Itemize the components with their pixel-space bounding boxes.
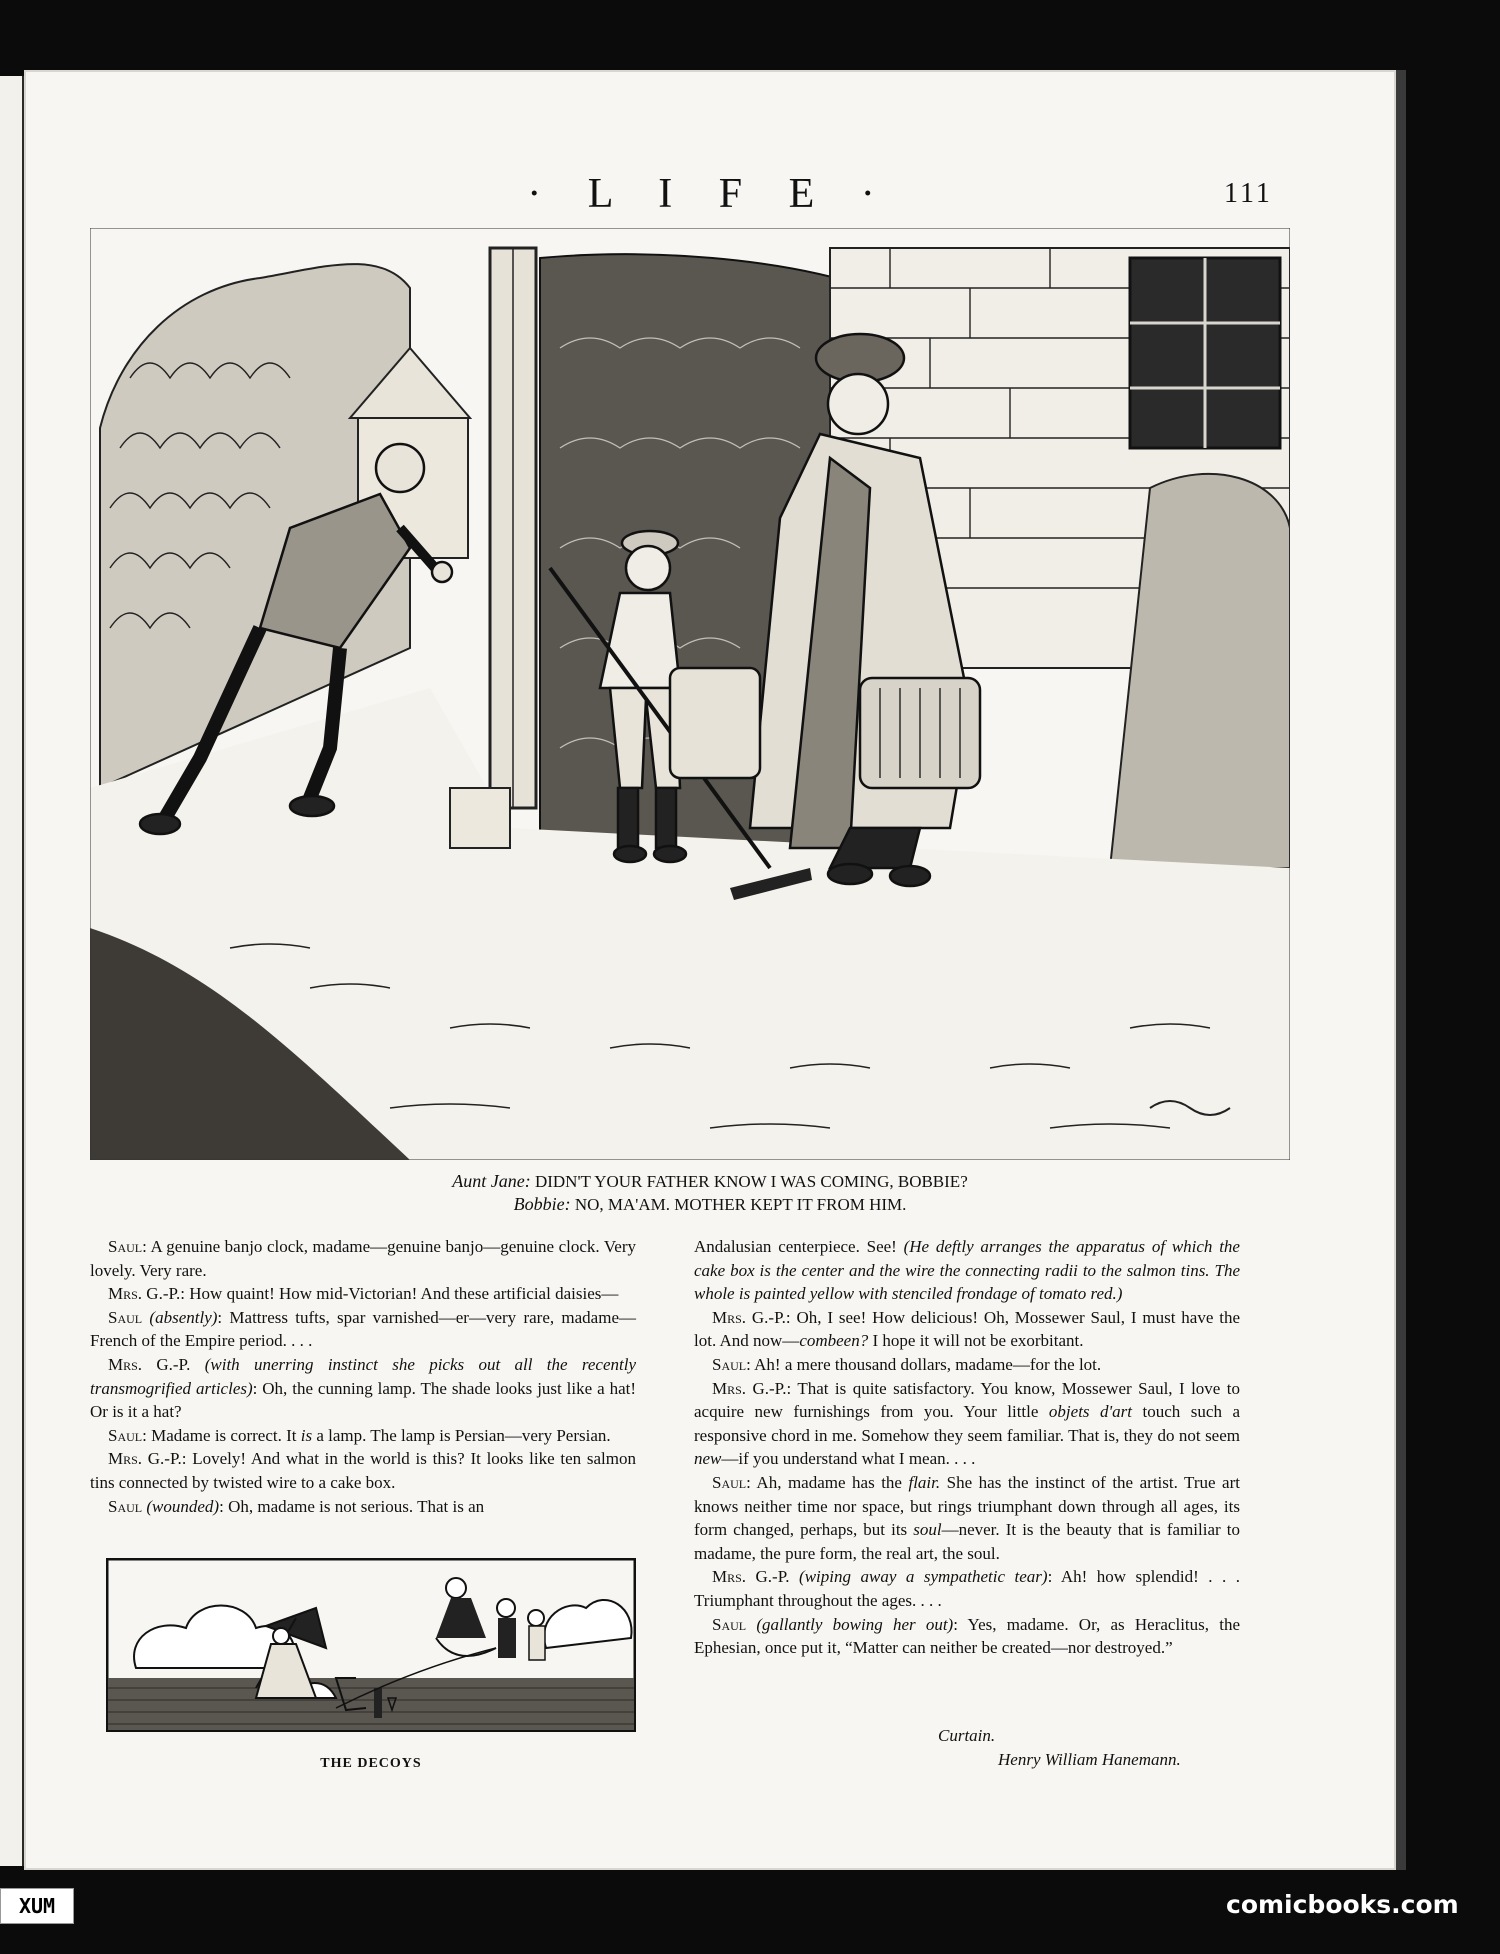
speaker-name: Saul:: [712, 1472, 751, 1492]
caption-text-2: NO, MA'AM. MOTHER KEPT IT FROM HIM.: [574, 1195, 907, 1214]
page-edge-shadow: [1396, 70, 1406, 1870]
stage-direction: (wounded): [146, 1496, 220, 1516]
dialogue-text: a lamp. The lamp is Persian—very Persian.: [312, 1425, 611, 1445]
speaker-name: Saul: [108, 1307, 143, 1327]
page-number: 111: [1224, 178, 1273, 209]
masthead-title: · L I F E ·: [527, 171, 893, 217]
paragraph: [694, 1235, 1240, 1306]
dialogue-text: Oh, I see! How delicious! Oh, Mossewer Saul, I must have the lot. And now—: [694, 1307, 1241, 1351]
emphasis: new: [694, 1449, 722, 1469]
article-column-right: [694, 1235, 1240, 1660]
paragraph: [694, 1613, 1240, 1660]
dialogue-text: —if you understand what I mean. . . .: [721, 1449, 976, 1469]
dialogue-text: How quaint! How mid-Victorian! And these artificial daisies—: [185, 1284, 619, 1304]
dialogue-text: Ah, madame has the: [750, 1472, 909, 1492]
scan-edge-label: XUM: [0, 1888, 74, 1924]
paragraph: [90, 1306, 636, 1353]
speaker-name: Saul: [712, 1614, 747, 1634]
paragraph: [90, 1353, 636, 1424]
caption-line-2: [24, 1193, 1396, 1216]
caption-text-1: DIDN'T YOUR FATHER KNOW I WAS COMING, BOBBIE?: [534, 1172, 968, 1191]
paragraph: [694, 1471, 1240, 1565]
paragraph: [694, 1306, 1240, 1353]
paragraph: [694, 1377, 1240, 1471]
dialogue-text: A genuine banjo clock, madame—genuine banjo—genuine clock. Very lovely. Very rare.: [90, 1237, 636, 1280]
emphasis: flair.: [908, 1472, 941, 1492]
dialogue-text: Madame is correct. It: [146, 1425, 301, 1445]
speaker-name: Mrs. G.-P.:: [712, 1307, 791, 1327]
emphasis: is: [300, 1425, 313, 1445]
dialogue-text: —never. It is the beauty that is familiar to madame, the pure form, the real art, the soul.: [694, 1520, 1240, 1563]
dialogue-text: Lovely! And what in the world is this? It looks like ten salmon tins connected by twisted wire to a cake box.: [90, 1449, 636, 1492]
dialogue-text: Ah! a mere thousand dollars, madame—for the lot.: [750, 1354, 1102, 1374]
speaker-name: Saul: [108, 1496, 143, 1516]
stage-direction: (He deftly arranges the apparatus of which the cake box is the center and the wire the connecting radii to the salmon tins. The whole is painted yellow with stenciled frondage of tomato red.): [694, 1237, 1240, 1304]
curtain-line: Curtain.: [938, 1726, 996, 1745]
speaker-name: Mrs. G.-P.: [712, 1567, 790, 1587]
dialogue-text: : Yes, madame. Or, as Heraclitus, the Ephesian, once put it, “Matter can neither be created—nor destroyed.”: [694, 1614, 1240, 1658]
speaker-name: Saul:: [108, 1425, 147, 1445]
speaker-name: Mrs. G.-P.: [108, 1354, 191, 1374]
dialogue-text: I hope it will not be exorbitant.: [868, 1331, 1084, 1351]
dialogue-text: : Ah! how splendid! . . . Triumphant throughout the ages. . . .: [694, 1567, 1241, 1610]
dialogue-text: That is quite satisfactory. You know, Mossewer Saul, I love to acquire new furnishings from you. Your little: [694, 1378, 1240, 1422]
decoys-illustration: [106, 1558, 636, 1732]
dialogue-text: : Oh, madame is not serious. That is an: [219, 1496, 485, 1516]
stage-direction: (with unerring instinct she picks out all the recently transmogrified articles): [90, 1354, 636, 1398]
cartoon-caption: [24, 1170, 1396, 1216]
cartoon-illustration: [90, 228, 1290, 1160]
speaker-name: Saul:: [712, 1354, 751, 1374]
emphasis: soul: [913, 1520, 942, 1540]
speaker-name: Mrs. G.-P.:: [712, 1378, 792, 1398]
speaker-name: Mrs. G.-P.:: [108, 1449, 187, 1469]
paragraph: [694, 1353, 1240, 1377]
author-signature: Henry William Hanemann.: [998, 1750, 1181, 1769]
dialogue-text: : Mattress tufts, spar varnished—er—very rare, madame—French of the Empire period. . . .: [90, 1307, 636, 1351]
emphasis: combeen?: [799, 1331, 869, 1351]
decoys-caption: THE DECOYS: [320, 1756, 422, 1771]
magazine-page: [24, 70, 1396, 1870]
caption-speaker-bobbie: Bobbie:: [513, 1194, 571, 1214]
adjacent-page-edge: [0, 76, 24, 1866]
site-watermark: comicbooks.com: [1226, 1890, 1459, 1919]
dialogue-text: Andalusian centerpiece. See!: [694, 1237, 904, 1256]
stage-direction: (absently): [149, 1307, 218, 1327]
caption-line-1: [24, 1170, 1396, 1193]
paragraph: [694, 1565, 1240, 1612]
emphasis: objets d'art: [1048, 1402, 1133, 1422]
dialogue-text: : Oh, the cunning lamp. The shade looks just like a hat! Or is it a hat?: [90, 1378, 636, 1422]
stage-direction: (gallantly bowing her out): [756, 1614, 954, 1634]
speaker-name: Mrs. G.-P.:: [108, 1284, 186, 1304]
paragraph: [90, 1235, 636, 1282]
stage-direction: (wiping away a sympathetic tear): [799, 1567, 1048, 1587]
paragraph: [90, 1495, 636, 1519]
paragraph: [90, 1447, 636, 1494]
paragraph: [90, 1282, 636, 1306]
article-column-left: [90, 1235, 636, 1518]
dialogue-text: touch such a responsive chord in me. Somehow they seem familiar. That is, they do not seem: [694, 1402, 1240, 1445]
paragraph: [90, 1424, 636, 1448]
caption-speaker-aunt-jane: Aunt Jane:: [452, 1171, 531, 1191]
speaker-name: Saul:: [108, 1237, 147, 1256]
dialogue-text: She has the instinct of the artist. True art knows neither time nor space, but rings triumphant down through all ages, its form changed, perhaps, but its: [694, 1472, 1240, 1540]
